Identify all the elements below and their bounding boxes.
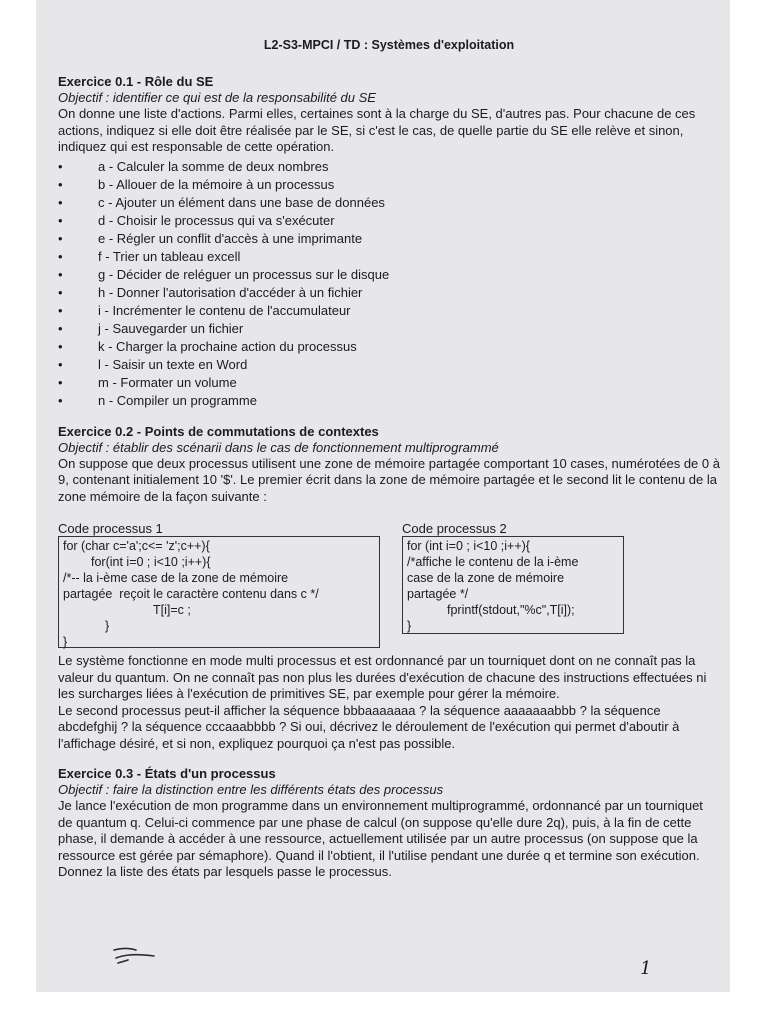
exercise-3-paragraph-2: Donnez la liste des états par lesquels passe le processus. xyxy=(58,864,392,879)
code-line: partagée reçoit le caractère contenu dans c */ xyxy=(63,587,319,601)
list-item: • a - Calculer la somme de deux nombres xyxy=(58,158,720,176)
exercise-3-objective: Objectif : faire la distinction entre les différents états des processus xyxy=(58,782,444,797)
exercise-3 xyxy=(58,766,720,881)
code-process-1 xyxy=(58,521,380,648)
code-line: for (char c='a';c<= 'z';c++){ xyxy=(63,539,210,553)
list-item: • h - Donner l'autorisation d'accéder à un fichier xyxy=(58,284,720,302)
exercise-3-heading: Exercice 0.3 - États d'un processus xyxy=(58,766,276,781)
code-line: partagée */ xyxy=(407,587,469,601)
code-line: T[i]=c ; xyxy=(153,603,191,617)
exercise-2-paragraph-2: Le second processus peut-il afficher la séquence bbbaaaaaaa ? la séquence aaaaaaabbb ? la séquence abcdefghij ? la séquence cccaaabbbb ? Si oui, décrivez le déroulement de l'exécution qui permet d'aboutir à l'affichage désiré, et si non, expliquez pourquoi ça n'est pas possible. xyxy=(58,702,680,751)
list-item: • k - Charger la prochaine action du processus xyxy=(58,338,720,356)
exercise-2 xyxy=(58,424,720,753)
list-item: • l - Saisir un texte en Word xyxy=(58,356,720,374)
code-line: fprintf(stdout,"%c",T[i]); xyxy=(447,603,575,617)
list-item: • m - Formater un volume xyxy=(58,374,720,392)
exercise-1-objective: Objectif : identifier ce qui est de la responsabilité du SE xyxy=(58,90,376,105)
code-listings xyxy=(58,521,720,653)
exercise-1-heading: Exercice 0.1 - Rôle du SE xyxy=(58,74,214,89)
list-item: • n - Compiler un programme xyxy=(58,392,720,410)
code-line: case de la zone de mémoire xyxy=(407,571,565,585)
exercise-1 xyxy=(58,74,720,410)
code-process-1-box xyxy=(58,536,380,648)
exercise-3-paragraph-1: Je lance l'exécution de mon programme dans un environnement multiprogrammé, ordonnancé par un tourniquet de quantum q. Celui-ci commence par une phase de calcul (on suppose qu'elle dure 2q), puis, à la fin de cette phase, il demande à accéder à une ressource, actuellement utilisée par un autre processus (on suppose que la ressource est gérée par sémaphore). Quand il l'obtient, il l'utilise pendant une durée q et termine son exécution. xyxy=(58,798,703,863)
list-item: • f - Trier un tableau excell xyxy=(58,248,720,266)
list-item: • b - Allouer de la mémoire à un processus xyxy=(58,176,720,194)
exercise-2-intro: On suppose que deux processus utilisent une zone de mémoire partagée comportant 10 cases, numérotées de 0 à 9, contenant initialement 10 '$'. Le premier écrit dans la zone de mémoire partagée et le second lit le contenu de la zone mémoire de la façon suivante : xyxy=(58,455,720,504)
page-number: 1 xyxy=(640,958,652,979)
list-item: • i - Incrémenter le contenu de l'accumulateur xyxy=(58,302,720,320)
exercise-2-paragraph-1: Le système fonctionne en mode multi processus et est ordonnancé par un tourniquet dont on ne connaît pas la valeur du quantum. On ne connaît pas non plus les durées d'exécution de chacune des instructions effectuées ni les surcharges liées à l'exécution de primitives SE, par exemple pour gérer la mémoire. xyxy=(58,653,707,701)
code-line: } xyxy=(407,619,412,633)
code-line: /*-- la i-ème case de la zone de mémoire xyxy=(63,571,289,585)
list-item: • j - Sauvegarder un fichier xyxy=(58,320,720,338)
code-process-2-title: Code processus 2 xyxy=(402,521,507,536)
exercise-2-objective: Objectif : établir des scénarii dans le cas de fonctionnement multiprogrammé xyxy=(58,439,499,455)
list-item: • d - Choisir le processus qui va s'exécuter xyxy=(58,212,720,230)
code-line: for (int i=0 ; i<10 ;i++){ xyxy=(407,539,530,553)
code-line: } xyxy=(105,619,110,633)
code-line: /*affiche le contenu de la i-ème xyxy=(407,555,579,569)
document-page xyxy=(36,0,730,992)
code-line: for(int i=0 ; i<10 ;i++){ xyxy=(91,555,211,569)
action-list xyxy=(58,158,720,410)
list-item: • g - Décider de reléguer un processus sur le disque xyxy=(58,266,720,284)
code-line: } xyxy=(63,635,68,649)
handwritten-mark xyxy=(110,944,158,966)
exercise-2-heading: Exercice 0.2 - Points de commutations de contextes xyxy=(58,423,379,439)
code-process-2-box xyxy=(402,536,624,634)
code-process-1-title: Code processus 1 xyxy=(58,521,163,536)
code-process-2 xyxy=(402,521,624,634)
list-item: • e - Régler un conflit d'accès à une imprimante xyxy=(58,230,720,248)
exercise-1-intro: On donne une liste d'actions. Parmi elles, certaines sont à la charge du SE, d'autres pas. Pour chacune de ces actions, indiquez si elle doit être réalisée par le SE, si c'est le cas, de quelle partie du SE elle relève et sinon, indiquez qui est responsable de cette opération. xyxy=(58,106,696,154)
page-title: L2-S3-MPCI / TD : Systèmes d'exploitation xyxy=(263,38,515,52)
list-item: • c - Ajouter un élément dans une base de données xyxy=(58,194,720,212)
